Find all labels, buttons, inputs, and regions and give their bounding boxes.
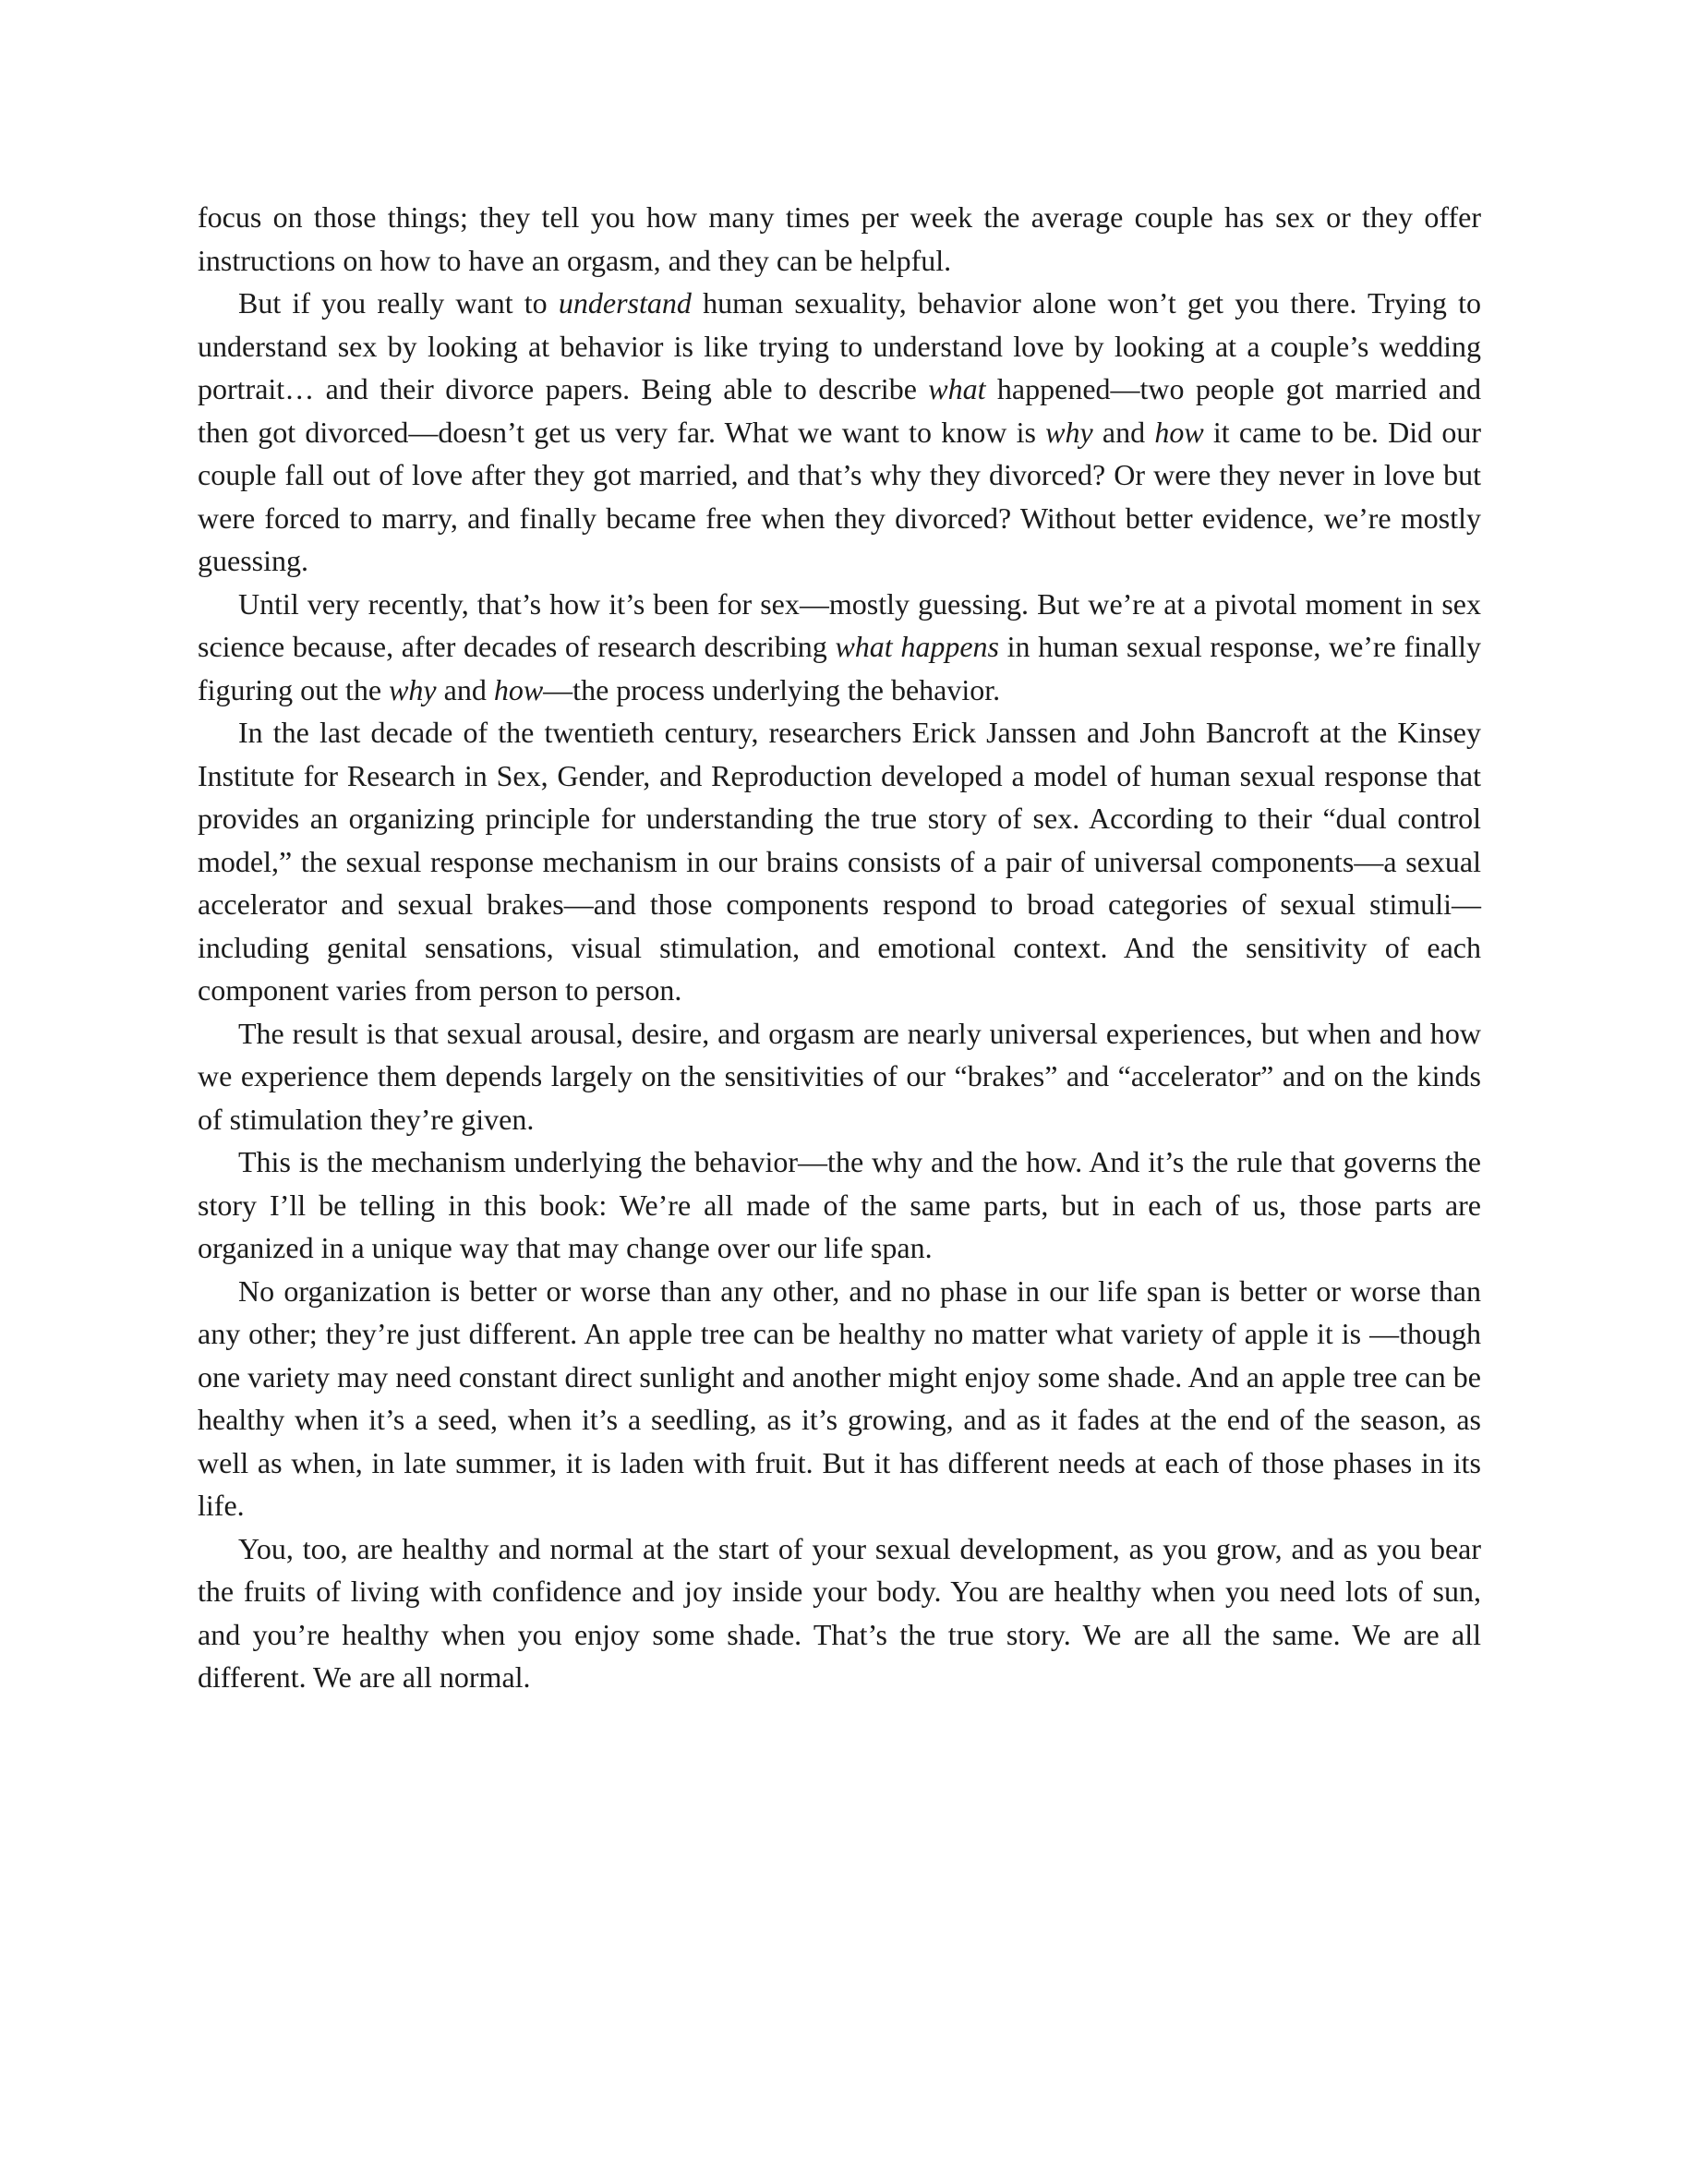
emphasis-text: what happens: [835, 630, 999, 663]
text-run: happened—two people got married and then got divorced—doesn’t get us very far. What we want to know is: [198, 372, 1482, 449]
emphasis-text: what: [928, 372, 986, 405]
emphasis-text: understand: [558, 286, 692, 320]
text-run: The result is that sexual arousal, desire, and orgasm are nearly universal experiences, but when and how we experience them depends largely on the sensitivities of our “brakes” and “accelerator” and on the kinds of stimulation they’re given.: [198, 1016, 1481, 1136]
text-run: human sexuality, behavior alone won’t get you there. Trying to understand sex by looking at behavior is like trying to understand love by looking at a couple’s wedding portrait… and their divorce papers. Being able to describe: [198, 286, 1482, 405]
text-run: —the process underlying the behavior.: [543, 672, 1001, 706]
emphasis-text: how: [1154, 415, 1204, 449]
paragraph: [198, 282, 1481, 583]
paragraph: [198, 711, 1481, 1012]
paragraph: [198, 1140, 1481, 1270]
text-run: This is the mechanism underlying the behavior—the why and the how. And it’s the rule that governs the story I’ll be telling in this book: We’re all made of the same parts, but in each of us, those parts are organized in a unique way that may change over our life span.: [198, 1145, 1481, 1264]
emphasis-text: why: [389, 672, 437, 706]
text-run: in human sexual response, we’re finally figuring out the: [198, 630, 1482, 706]
body-text: [198, 196, 1481, 1699]
text-run: But if you really want to: [238, 286, 559, 320]
emphasis-text: why: [1045, 415, 1093, 449]
paragraph: [198, 1270, 1481, 1527]
text-run: No organization is better or worse than any other, and no phase in our life span is better or worse than any other; they’re just different. An apple tree can be healthy no matter what variety of apple it is —though one variety may need constant direct sunlight and another might enjoy some shade. And an apple tree can be healthy when it’s a seed, when it’s a seedling, as it’s growing, and as it fades at the end of the season, as well as when, in late summer, it is laden with fruit. But it has different needs at each of those phases in its life.: [198, 1273, 1481, 1522]
text-run: and: [436, 672, 494, 706]
text-run: focus on those things; they tell you how many times per week the average couple has sex or they offer instructions on how to have an orgasm, and they can be helpful.: [198, 200, 1481, 277]
text-run: it came to be. Did our couple fall out of love after they got married, and that’s why they divorced? Or were they never in love but were forced to marry, and finally became free when they divorced? Without better evidence, we’re mostly guessing.: [198, 415, 1482, 577]
text-run: and: [1092, 415, 1155, 449]
text-run: Until very recently, that’s how it’s been for sex—mostly guessing. But we’re at a pivotal moment in sex science because, after decades of research describing: [198, 586, 1481, 663]
text-run: In the last decade of the twentieth century, researchers Erick Janssen and John Bancroft at the Kinsey Institute for Research in Sex, Gender, and Reproduction developed a model of human sexual response that provides an organizing principle for understanding the true story of sex. According to their “dual control model,” the sexual response mechanism in our brains consists of a pair of universal components—a sexual accelerator and sexual brakes—and those components respond to broad categories of sexual stimuli—including genital sensations, visual stimulation, and emotional context. And the sensitivity of each component varies from person to person.: [198, 716, 1481, 1007]
paragraph: [198, 1012, 1481, 1141]
paragraph: [198, 583, 1481, 712]
paragraph: [198, 196, 1481, 282]
text-run: You, too, are healthy and normal at the start of your sexual development, as you grow, and as you bear the fruits of living with confidence and joy inside your body. You are healthy when you need lots of sun, and you’re healthy when you enjoy some shade. That’s the true story. We are all the same. We are all different. We are all normal.: [198, 1531, 1481, 1694]
paragraph: [198, 1527, 1481, 1699]
emphasis-text: how: [493, 672, 544, 706]
